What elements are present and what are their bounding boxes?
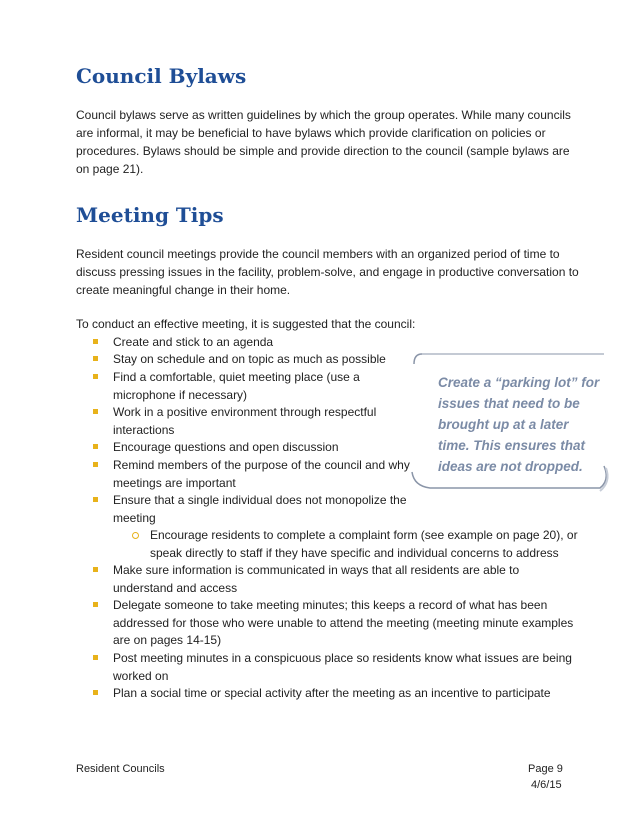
bullet-item: Create and stick to an agenda: [113, 335, 274, 349]
bullet-item: Plan a social time or special activity after the meeting as an incentive to participate: [113, 686, 551, 700]
bylaws-paragraph: [76, 106, 571, 178]
bullet-item: Stay on schedule and on topic as much as possible: [113, 352, 386, 366]
sub-bullet-item-continued: speak directly to staff if they have specific and individual concerns to address: [150, 546, 559, 560]
heading-meeting-tips: Meeting Tips: [76, 203, 224, 227]
bullet-item-continued: addressed for those who were unable to attend the meeting (meeting minute examples: [113, 616, 574, 630]
bullet-item-continued: interactions: [113, 423, 175, 437]
meeting-tips-line: create meaningful change in their home.: [76, 283, 291, 297]
meeting-tips-line: discuss pressing issues in the facility, problem-solve, and engage in productive conversation to: [76, 265, 579, 279]
bullet-item-continued: meeting: [113, 511, 156, 525]
bullet-item-continued: meetings are important: [113, 476, 236, 490]
bullet-item: Post meeting minutes in a conspicuous place so residents know what issues are being: [113, 651, 572, 665]
callout-line: ideas are not dropped.: [438, 459, 583, 474]
bylaws-line: on page 21).: [76, 162, 144, 176]
bullet-marker-icon: [93, 462, 98, 467]
bullet-marker-icon: [93, 497, 98, 502]
bullet-marker-icon: [93, 356, 98, 361]
bullet-marker-icon: [93, 602, 98, 607]
callout-line: issues that need to be: [438, 396, 580, 411]
bullet-item: Work in a positive environment through respectful: [113, 405, 377, 419]
bullet-item-continued: microphone if necessary): [113, 388, 248, 402]
callout-text: [438, 372, 608, 477]
bullet-item: Remind members of the purpose of the council and why: [113, 458, 410, 472]
bullet-marker-icon: [93, 567, 98, 572]
callout-line: Create a “parking lot” for: [438, 375, 600, 390]
callout-line: time. This ensures that: [438, 438, 586, 453]
bullet-item: Find a comfortable, quiet meeting place (use a: [113, 370, 360, 384]
bullet-marker-icon: [93, 690, 98, 695]
sub-bullet-item: Encourage residents to complete a complaint form (see example on page 20), or: [150, 528, 578, 542]
bullet-marker-icon: [93, 339, 98, 344]
bullet-item: Encourage questions and open discussion: [113, 440, 339, 454]
bylaws-line: procedures. Bylaws should be simple and provide direction to the council (sample bylaws are: [76, 144, 570, 158]
bullet-item-continued: worked on: [113, 669, 169, 683]
bullet-marker-icon: [93, 444, 98, 449]
heading-council-bylaws: Council Bylaws: [76, 64, 247, 88]
bullet-marker-icon: [93, 655, 98, 660]
bullet-item: Delegate someone to take meeting minutes; this keeps a record of what has been: [113, 598, 548, 612]
meeting-tips-line: Resident council meetings provide the council members with an organized period of time to: [76, 247, 560, 261]
bullet-item: Ensure that a single individual does not monopolize the: [113, 493, 407, 507]
footer-title: Resident Councils: [76, 763, 165, 775]
bullet-item-continued: are on pages 14-15): [113, 633, 222, 647]
footer-date: 4/6/15: [531, 779, 562, 791]
footer-page-number: Page 9: [528, 763, 563, 775]
bullet-marker-icon: [93, 374, 98, 379]
bylaws-line: are informal, it may be beneficial to have bylaws which provide clarification on policies or: [76, 126, 546, 140]
bullet-item-continued: understand and access: [113, 581, 238, 595]
meeting-tips-intro: To conduct an effective meeting, it is suggested that the council:: [76, 317, 416, 331]
meeting-tips-paragraph: [76, 245, 579, 299]
parking-lot-callout: [408, 348, 614, 496]
bullet-marker-icon: [93, 409, 98, 414]
bullet-item: Make sure information is communicated in ways that all residents are able to: [113, 563, 520, 577]
bylaws-line: Council bylaws serve as written guidelines by which the group operates. While many councils: [76, 108, 571, 122]
sub-bullet-marker-icon: [132, 532, 139, 539]
callout-line: brought up at a later: [438, 417, 569, 432]
